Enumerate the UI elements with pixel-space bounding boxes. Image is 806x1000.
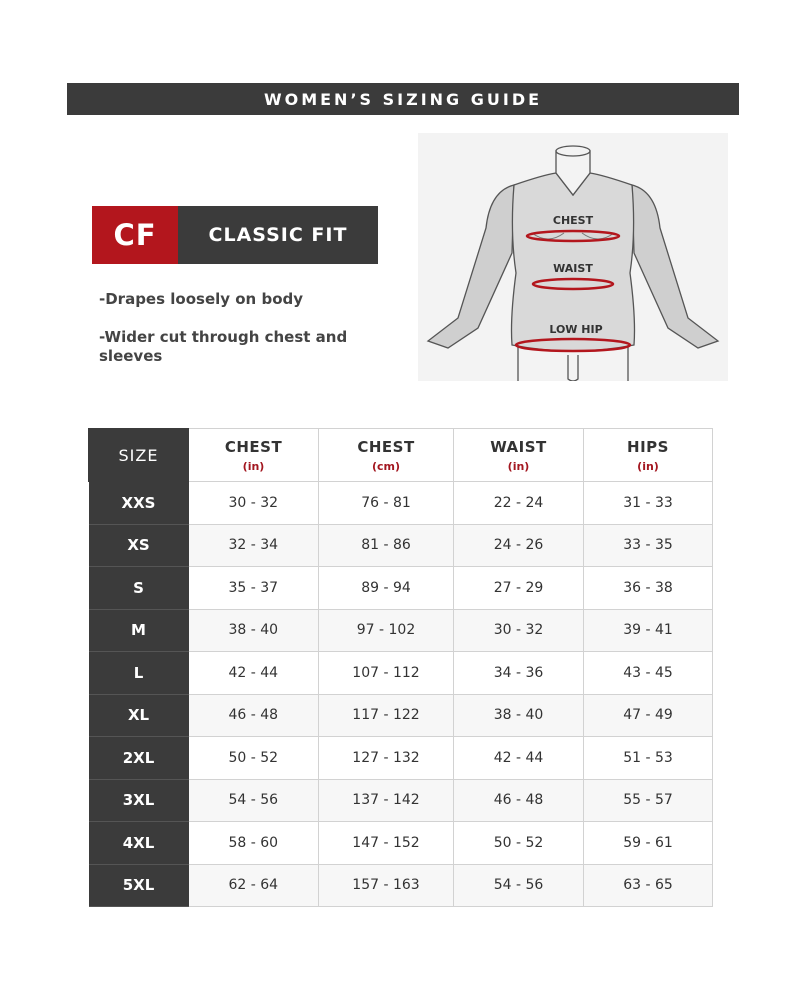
- size-chart-table: [88, 428, 713, 907]
- fit-description: [99, 290, 399, 385]
- table-row: [89, 609, 713, 652]
- chest-in-cell: 50 - 52: [189, 737, 319, 780]
- low-hip-label: LOW HIP: [549, 323, 603, 336]
- chest-in-cell: 46 - 48: [189, 694, 319, 737]
- hips-in-cell: 36 - 38: [584, 567, 713, 610]
- waist-in-cell: 22 - 24: [454, 482, 584, 525]
- chest-cm-cell: 127 - 132: [319, 737, 454, 780]
- waist-in-cell: 46 - 48: [454, 779, 584, 822]
- column-header: CHEST (in): [189, 429, 319, 482]
- table-header-row: [89, 429, 713, 482]
- hips-in-cell: 59 - 61: [584, 822, 713, 865]
- shirt-illustration: [418, 133, 728, 381]
- fit-badge: [92, 206, 378, 264]
- waist-in-cell: 54 - 56: [454, 864, 584, 907]
- hips-in-cell: 51 - 53: [584, 737, 713, 780]
- fit-bullet: -Drapes loosely on body: [99, 290, 304, 308]
- size-cell: S: [89, 567, 189, 610]
- hips-in-cell: 55 - 57: [584, 779, 713, 822]
- column-header: HIPS (in): [584, 429, 713, 482]
- chest-cm-cell: 89 - 94: [319, 567, 454, 610]
- table-row: [89, 694, 713, 737]
- waist-in-cell: 24 - 26: [454, 524, 584, 567]
- chest-cm-cell: 97 - 102: [319, 609, 454, 652]
- chest-in-cell: 62 - 64: [189, 864, 319, 907]
- size-cell: L: [89, 652, 189, 695]
- hips-in-cell: 43 - 45: [584, 652, 713, 695]
- table-row: [89, 779, 713, 822]
- fit-code: CF: [92, 206, 178, 264]
- waist-in-cell: 27 - 29: [454, 567, 584, 610]
- waist-in-cell: 38 - 40: [454, 694, 584, 737]
- chest-in-cell: 30 - 32: [189, 482, 319, 525]
- table-row: [89, 822, 713, 865]
- left-sleeve: [428, 185, 514, 348]
- size-cell: 2XL: [89, 737, 189, 780]
- chest-in-cell: 58 - 60: [189, 822, 319, 865]
- size-cell: XS: [89, 524, 189, 567]
- hips-in-cell: 47 - 49: [584, 694, 713, 737]
- chest-cm-cell: 117 - 122: [319, 694, 454, 737]
- waist-in-cell: 34 - 36: [454, 652, 584, 695]
- page-title: WOMEN’S SIZING GUIDE: [67, 83, 739, 115]
- waist-in-cell: 42 - 44: [454, 737, 584, 780]
- size-cell: 3XL: [89, 779, 189, 822]
- size-cell: M: [89, 609, 189, 652]
- chest-in-cell: 42 - 44: [189, 652, 319, 695]
- table-row: [89, 737, 713, 780]
- hips-in-cell: 63 - 65: [584, 864, 713, 907]
- fit-bullet: -Wider cut through chest and sleeves: [99, 328, 348, 365]
- size-cell: 5XL: [89, 864, 189, 907]
- measurement-figure: [418, 133, 728, 381]
- chest-cm-cell: 157 - 163: [319, 864, 454, 907]
- size-cell: XL: [89, 694, 189, 737]
- table-row: [89, 524, 713, 567]
- chest-in-cell: 54 - 56: [189, 779, 319, 822]
- chest-in-cell: 38 - 40: [189, 609, 319, 652]
- hips-in-cell: 31 - 33: [584, 482, 713, 525]
- chest-cm-cell: 81 - 86: [319, 524, 454, 567]
- waist-label: WAIST: [553, 262, 593, 275]
- hips-in-cell: 39 - 41: [584, 609, 713, 652]
- table-row: [89, 864, 713, 907]
- size-cell: XXS: [89, 482, 189, 525]
- table-row: [89, 567, 713, 610]
- chest-cm-cell: 76 - 81: [319, 482, 454, 525]
- chest-label: CHEST: [552, 214, 594, 227]
- table-row: [89, 652, 713, 695]
- fit-name: CLASSIC FIT: [178, 206, 378, 264]
- chest-cm-cell: 107 - 112: [319, 652, 454, 695]
- column-header: CHEST (cm): [319, 429, 454, 482]
- chest-in-cell: 35 - 37: [189, 567, 319, 610]
- hips-in-cell: 33 - 35: [584, 524, 713, 567]
- table-row: [89, 482, 713, 525]
- column-header: WAIST (in): [454, 429, 584, 482]
- waist-in-cell: 50 - 52: [454, 822, 584, 865]
- size-column-header: SIZE: [89, 429, 189, 482]
- chest-in-cell: 32 - 34: [189, 524, 319, 567]
- size-cell: 4XL: [89, 822, 189, 865]
- chest-cm-cell: 147 - 152: [319, 822, 454, 865]
- right-sleeve: [632, 185, 718, 348]
- chest-cm-cell: 137 - 142: [319, 779, 454, 822]
- waist-in-cell: 30 - 32: [454, 609, 584, 652]
